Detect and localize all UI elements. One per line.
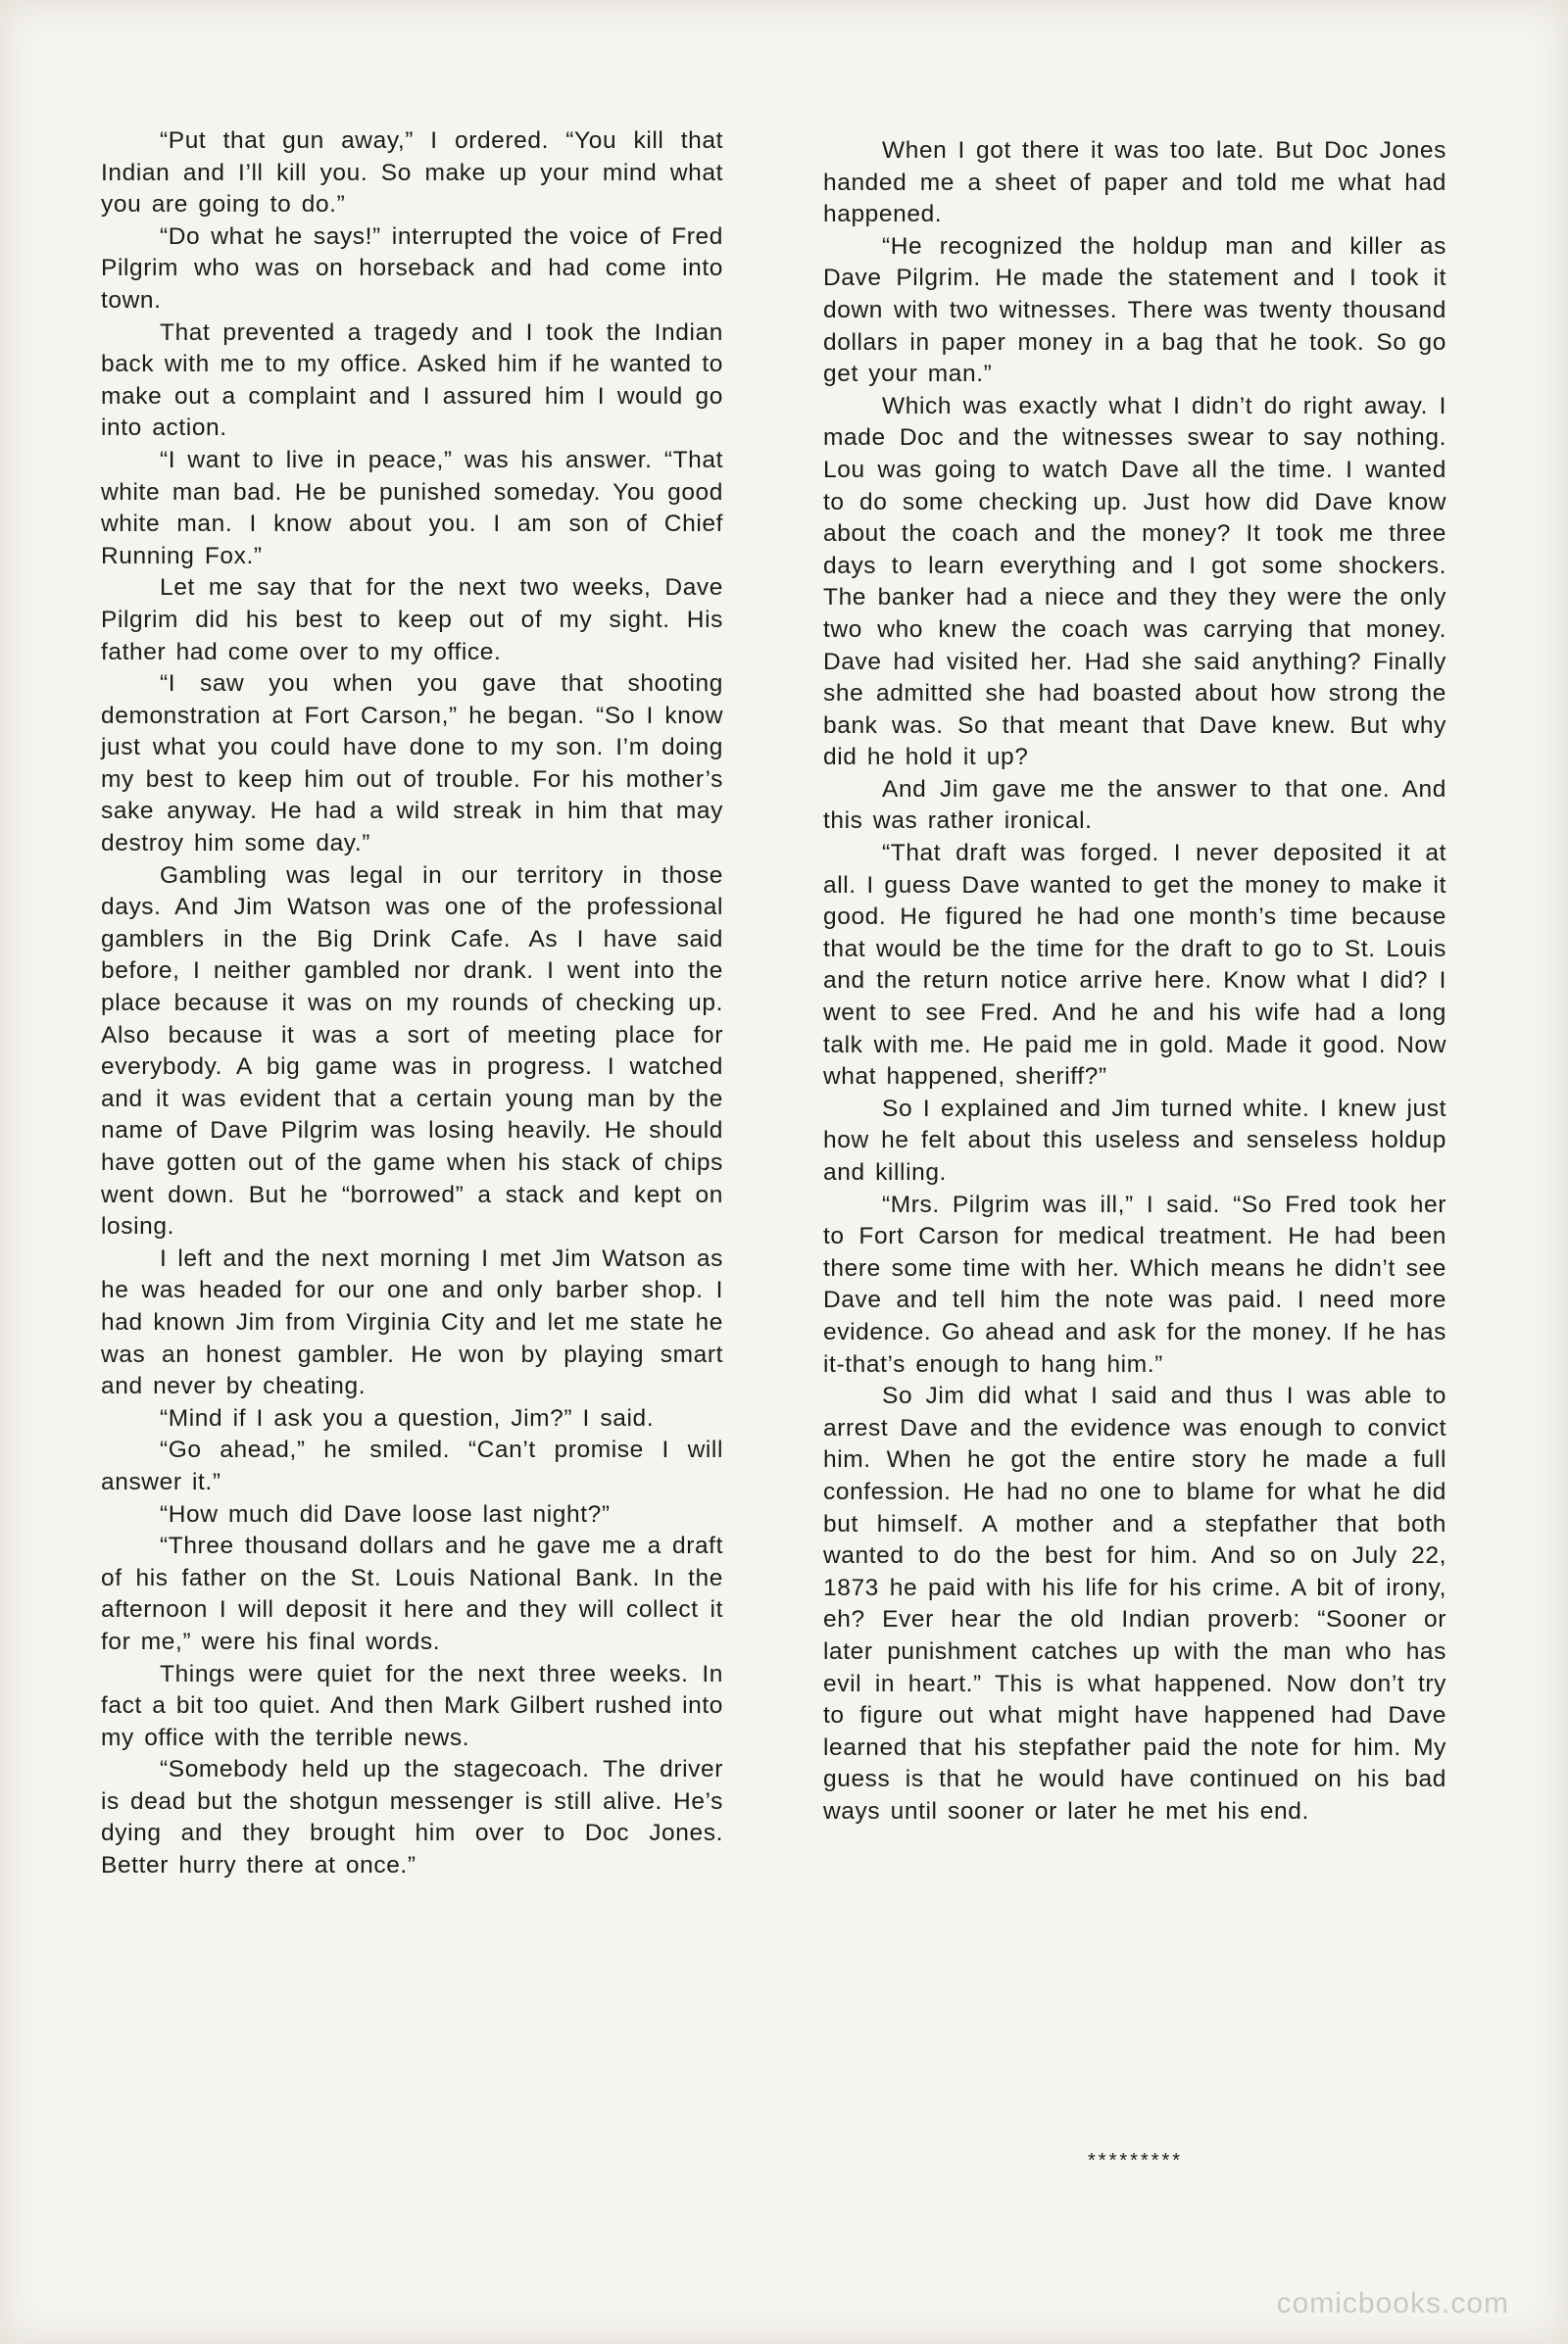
left-text-column [101,125,723,1882]
paragraph: That prevented a tragedy and I took the Indian back with me to my office. Asked him if he wanted to make out a complaint and I assured him I would go into action. [101,318,723,442]
paragraph: And Jim gave me the answer to that one. And this was rather ironical. [823,775,1446,835]
paragraph: Gambling was legal in our territory in those days. And Jim Watson was one of the professional gamblers in the Big Drink Cafe. As I have said before, I neither gambled nor drank. I went into the place because it was on my rounds of checking up. Also because it was a sort of meeting place for everybody. A big game was in progress. I watched and it was evident that a certain young man by the name of Dave Pilgrim was losing heavily. He should have gotten out of the game when his stack of chips went down. But he “borrowed” a stack and kept on losing. [101,861,723,1241]
paragraph: Which was exactly what I didn’t do right away. I made Doc and the witnesses swear to say nothing. Lou was going to watch Dave all the time. I wanted to do some checking up. Just how did Dave know about the coach and the money? It took me three days to learn everything and I got some shockers. The banker had a niece and they they were the only two who knew the coach was carrying that money. Dave had visited her. Had she said anything? Finally she admitted she had boasted about how strong the bank was. So that meant that Dave knew. But why did he hold it up? [823,392,1446,771]
paragraph: I left and the next morning I met Jim Watson as he was headed for our one and only barber shop. I had known Jim from Virginia City and let me state he was an honest gambler. He won by playing smart and never by cheating. [101,1245,723,1400]
paragraph: When I got there it was too late. But Doc Jones handed me a sheet of paper and told me what had happened. [823,137,1446,228]
paragraph: “Do what he says!” interrupted the voice of Fred Pilgrim who was on horseback and had come into town. [101,222,723,314]
paragraph: “Put that gun away,” I ordered. “You kill that Indian and I’ll kill you. So make up your mind what you are going to do.” [101,127,723,219]
paragraph: “Go ahead,” he smiled. “Can’t promise I will answer it.” [101,1437,723,1495]
paragraph: “He recognized the holdup man and killer as Dave Pilgrim. He made the statement and I took it down with two witnesses. There was twenty thousand dollars in paper money in a bag that he took. So go get your man.” [823,232,1446,388]
end-mark: ********* [1088,2150,1184,2172]
paragraph: “How much did Dave loose last night?” [160,1500,611,1528]
paragraph: So I explained and Jim turned white. I knew just how he felt about this useless and senseless holdup and killing. [823,1095,1446,1186]
watermark: comicbooks.com [1276,2287,1509,2320]
paragraph: “I want to live in peace,” was his answer. “That white man bad. He be punished someday. You good white man. I know about you. I am son of Chief Running Fox.” [101,446,723,569]
paragraph: Things were quiet for the next three weeks. In fact a bit too quiet. And then Mark Gilbert rushed into my office with the terrible news. [101,1660,723,1751]
paragraph: “That draft was forged. I never deposited it at all. I guess Dave wanted to get the money to make it good. He figured he had one month’s time because that would be the time for the draft to go to St. Louis and the return notice arrive here. Know what I did? I went to see Fred. And he and his wife had a long talk with me. He paid me in gold. Made it good. Now what happened, sheriff?” [823,840,1446,1091]
paragraph: So Jim did what I said and thus I was able to arrest Dave and the evidence was enough to convict him. When he got the entire story he made a full confession. He had no one to blame for what he did but himself. A mother and a stepfather that both wanted to do the best for him. And so on July 22, 1873 he paid with his life for his crime. A bit of irony, eh? Ever hear the old Indian proverb: “Sooner or later punishment catches up with the man who has evil in heart.” This is what happened. Now don’t try to figure out what might have happened had Dave learned that his stepfather paid the note for him. My guess is that he would have continued on his bad ways until sooner or later he met his end. [823,1383,1446,1825]
paragraph: “I saw you when you gave that shooting demonstration at Fort Carson,” he began. “So I know just what you could have done to my son. I’m doing my best to keep him out of trouble. For his mother’s sake anyway. He had a wild streak in him that may destroy him some day.” [101,670,723,857]
paragraph: “Somebody held up the stagecoach. The driver is dead but the shotgun messenger is still alive. He’s dying and they brought him over to Doc Jones. Better hurry there at once.” [101,1756,723,1880]
paragraph: “Mrs. Pilgrim was ill,” I said. “So Fred took her to Fort Carson for medical treatment. He had been there some time with her. Which means he didn’t see Dave and tell him the note was paid. I need more evidence. Go ahead and ask for the money. If he has it-that’s enough to hang him.” [823,1191,1446,1378]
paragraph: “Three thousand dollars and he gave me a draft of his father on the St. Louis National Bank. In the afternoon I will deposit it here and they will collect it for me,” were his final words. [101,1533,723,1655]
right-text-column [823,135,1446,1828]
paragraph: Let me say that for the next two weeks, Dave Pilgrim did his best to keep out of my sight. His father had come over to my office. [101,574,723,665]
paragraph: “Mind if I ask you a question, Jim?” I said. [160,1404,655,1432]
